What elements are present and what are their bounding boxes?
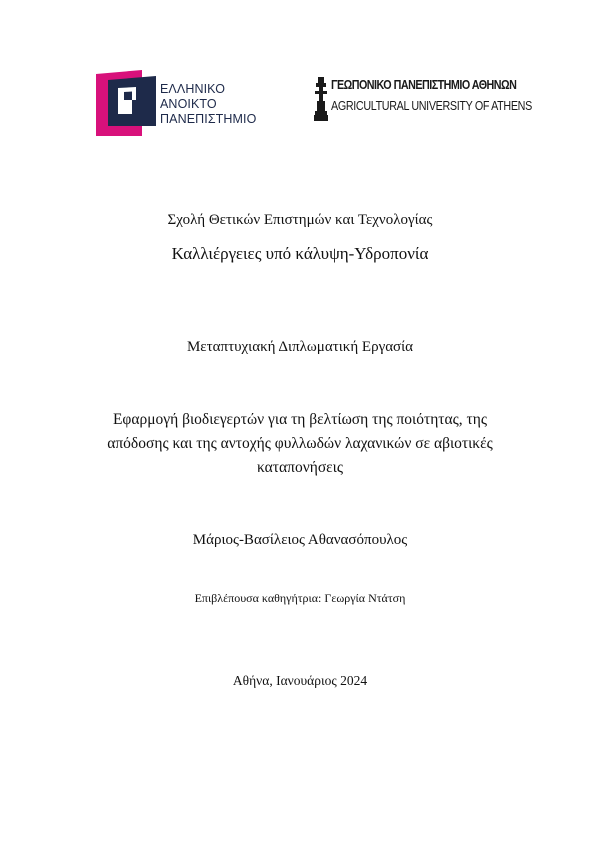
hellenic-open-university-logo — [96, 70, 271, 140]
eap-logo-line: ΠΑΝΕΠΙΣΤΗΜΙΟ — [160, 112, 257, 126]
aua-greek-name: ΓΕΩΠΟΝΙΚΟ ΠΑΝΕΠΙΣΤΗΜΙΟ ΑΘΗΝΩΝ — [331, 78, 517, 92]
date-location: Αθήνα, Ιανουάριος 2024 — [232, 673, 368, 688]
thesis-title — [0, 408, 600, 480]
eap-logo-line: ΑΝΟΙΚΤΟ — [160, 97, 217, 111]
program-name: Καλλιέργειες υπό κάλυψη-Υδροπονία — [171, 244, 429, 263]
thesis-title-line: Εφαρμογή βιοδιεγερτών για τη βελτίωση της ποιότητας, της — [112, 411, 488, 428]
aua-emblem-icon — [313, 75, 329, 123]
supervisor: Επιβλέπουσα καθηγήτρια: Γεωργία Ντάτση — [194, 591, 406, 605]
eap-logo-mark-icon — [96, 70, 156, 136]
agricultural-university-logo — [313, 75, 532, 125]
school-name: Σχολή Θετικών Επιστημών και Τεχνολογίας — [167, 212, 433, 228]
eap-logo-line: ΕΛΛΗΝΙΚΟ — [160, 82, 226, 96]
thesis-title-line: καταπονήσεις — [256, 459, 343, 476]
aua-english-name: AGRICULTURAL UNIVERSITY OF ATHENS — [331, 99, 532, 113]
thesis-title-line: απόδοσης και της αντοχής φυλλωδών λαχανικών σε αβιοτικές — [107, 435, 493, 452]
aua-logo-text — [331, 77, 565, 115]
eap-logo-text — [160, 82, 256, 127]
thesis-type: Μεταπτυχιακή Διπλωματική Εργασία — [186, 339, 414, 355]
author-name: Μάριος-Βασίλειος Αθανασόπουλος — [192, 532, 408, 548]
